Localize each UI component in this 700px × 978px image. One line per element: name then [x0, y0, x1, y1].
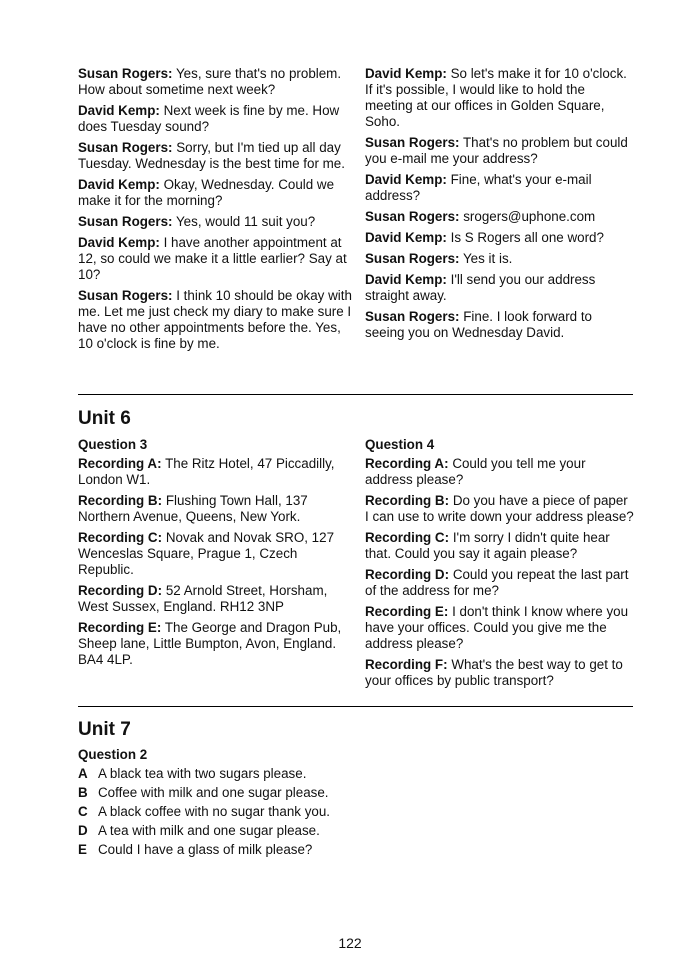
recording-item: Recording C: I'm sorry I didn't quite hear that. Could you say it again please? — [365, 530, 610, 561]
recording-item: Recording E: The George and Dragon Pub, Sheep lane, Little Bumpton, Avon, England. BA4 4LP. — [78, 620, 342, 667]
unit-7-question-2 — [78, 747, 398, 861]
recording-item: Recording E: I don't think I know where you have your offices. Could you give me the address please? — [365, 604, 629, 651]
question-heading: Question 2 — [78, 747, 148, 762]
recording-item: Recording C: Novak and Novak SRO, 127 Wenceslas Square, Prague 1, Czech Republic. — [78, 530, 335, 577]
question-heading: Question 4 — [365, 437, 435, 452]
dialogue-line: David Kemp: Okay, Wednesday. Could we make it for the morning? — [78, 177, 335, 208]
dialogue-line: Susan Rogers: Yes, would 11 suit you? — [78, 214, 316, 229]
answer-option: B Coffee with milk and one sugar please. — [78, 785, 329, 800]
dialogue-left-column — [78, 66, 354, 357]
dialogue-line: David Kemp: I have another appointment at 12, so could we make it a little earlier? Say at 10? — [78, 235, 347, 282]
unit-6-question-4 — [365, 437, 635, 694]
recording-item: Recording D: 52 Arnold Street, Horsham, West Sussex, England. RH12 3NP — [78, 583, 328, 614]
dialogue-line: David Kemp: Is S Rogers all one word? — [365, 230, 604, 245]
dialogue-line: Susan Rogers: Fine. I look forward to seeing you on Wednesday David. — [365, 309, 592, 340]
dialogue-line: Susan Rogers: That's no problem but could you e-mail me your address? — [365, 135, 628, 166]
dialogue-line: Susan Rogers: Yes, sure that's no problem. How about sometime next week? — [78, 66, 342, 97]
dialogue-right-column — [365, 66, 635, 346]
dialogue-line: David Kemp: I'll send you our address straight away. — [365, 272, 596, 303]
question-heading: Question 3 — [78, 437, 148, 452]
recording-item: Recording D: Could you repeat the last part of the address for me? — [365, 567, 629, 598]
dialogue-line: David Kemp: Next week is fine by me. How does Tuesday sound? — [78, 103, 340, 134]
answer-option: D A tea with milk and one sugar please. — [78, 823, 320, 838]
recording-item: Recording A: Could you tell me your address please? — [365, 456, 586, 487]
unit-7-title: Unit 7 — [78, 719, 131, 740]
dialogue-line: Susan Rogers: Yes it is. — [365, 251, 513, 266]
section-divider — [78, 706, 633, 707]
unit-6-title: Unit 6 — [78, 408, 131, 429]
answer-option: C A black coffee with no sugar thank you. — [78, 804, 331, 819]
dialogue-line: David Kemp: Fine, what's your e-mail address? — [365, 172, 592, 203]
page-number: 122 — [338, 935, 362, 951]
recording-item: Recording B: Do you have a piece of paper I can use to write down your address please? — [365, 493, 634, 524]
answer-option: E Could I have a glass of milk please? — [78, 842, 313, 857]
dialogue-line: Susan Rogers: I think 10 should be okay with me. Let me just check my diary to make sure I have no other appointments before the. Yes, 10 o'clock is fine by me. — [78, 288, 352, 351]
dialogue-line: Susan Rogers: Sorry, but I'm tied up all day Tuesday. Wednesday is the best time for me. — [78, 140, 345, 171]
recording-item: Recording A: The Ritz Hotel, 47 Piccadilly, London W1. — [78, 456, 335, 487]
answer-option: A A black tea with two sugars please. — [78, 766, 307, 781]
dialogue-line: Susan Rogers: srogers@uphone.com — [365, 209, 596, 224]
unit-6-question-3 — [78, 437, 354, 673]
dialogue-line: David Kemp: So let's make it for 10 o'clock. If it's possible, I would like to hold the meeting at our offices in Golden Square, Soho. — [365, 66, 627, 129]
section-divider — [78, 394, 633, 395]
recording-item: Recording F: What's the best way to get to your offices by public transport? — [365, 657, 623, 688]
recording-item: Recording B: Flushing Town Hall, 137 Northern Avenue, Queens, New York. — [78, 493, 308, 524]
